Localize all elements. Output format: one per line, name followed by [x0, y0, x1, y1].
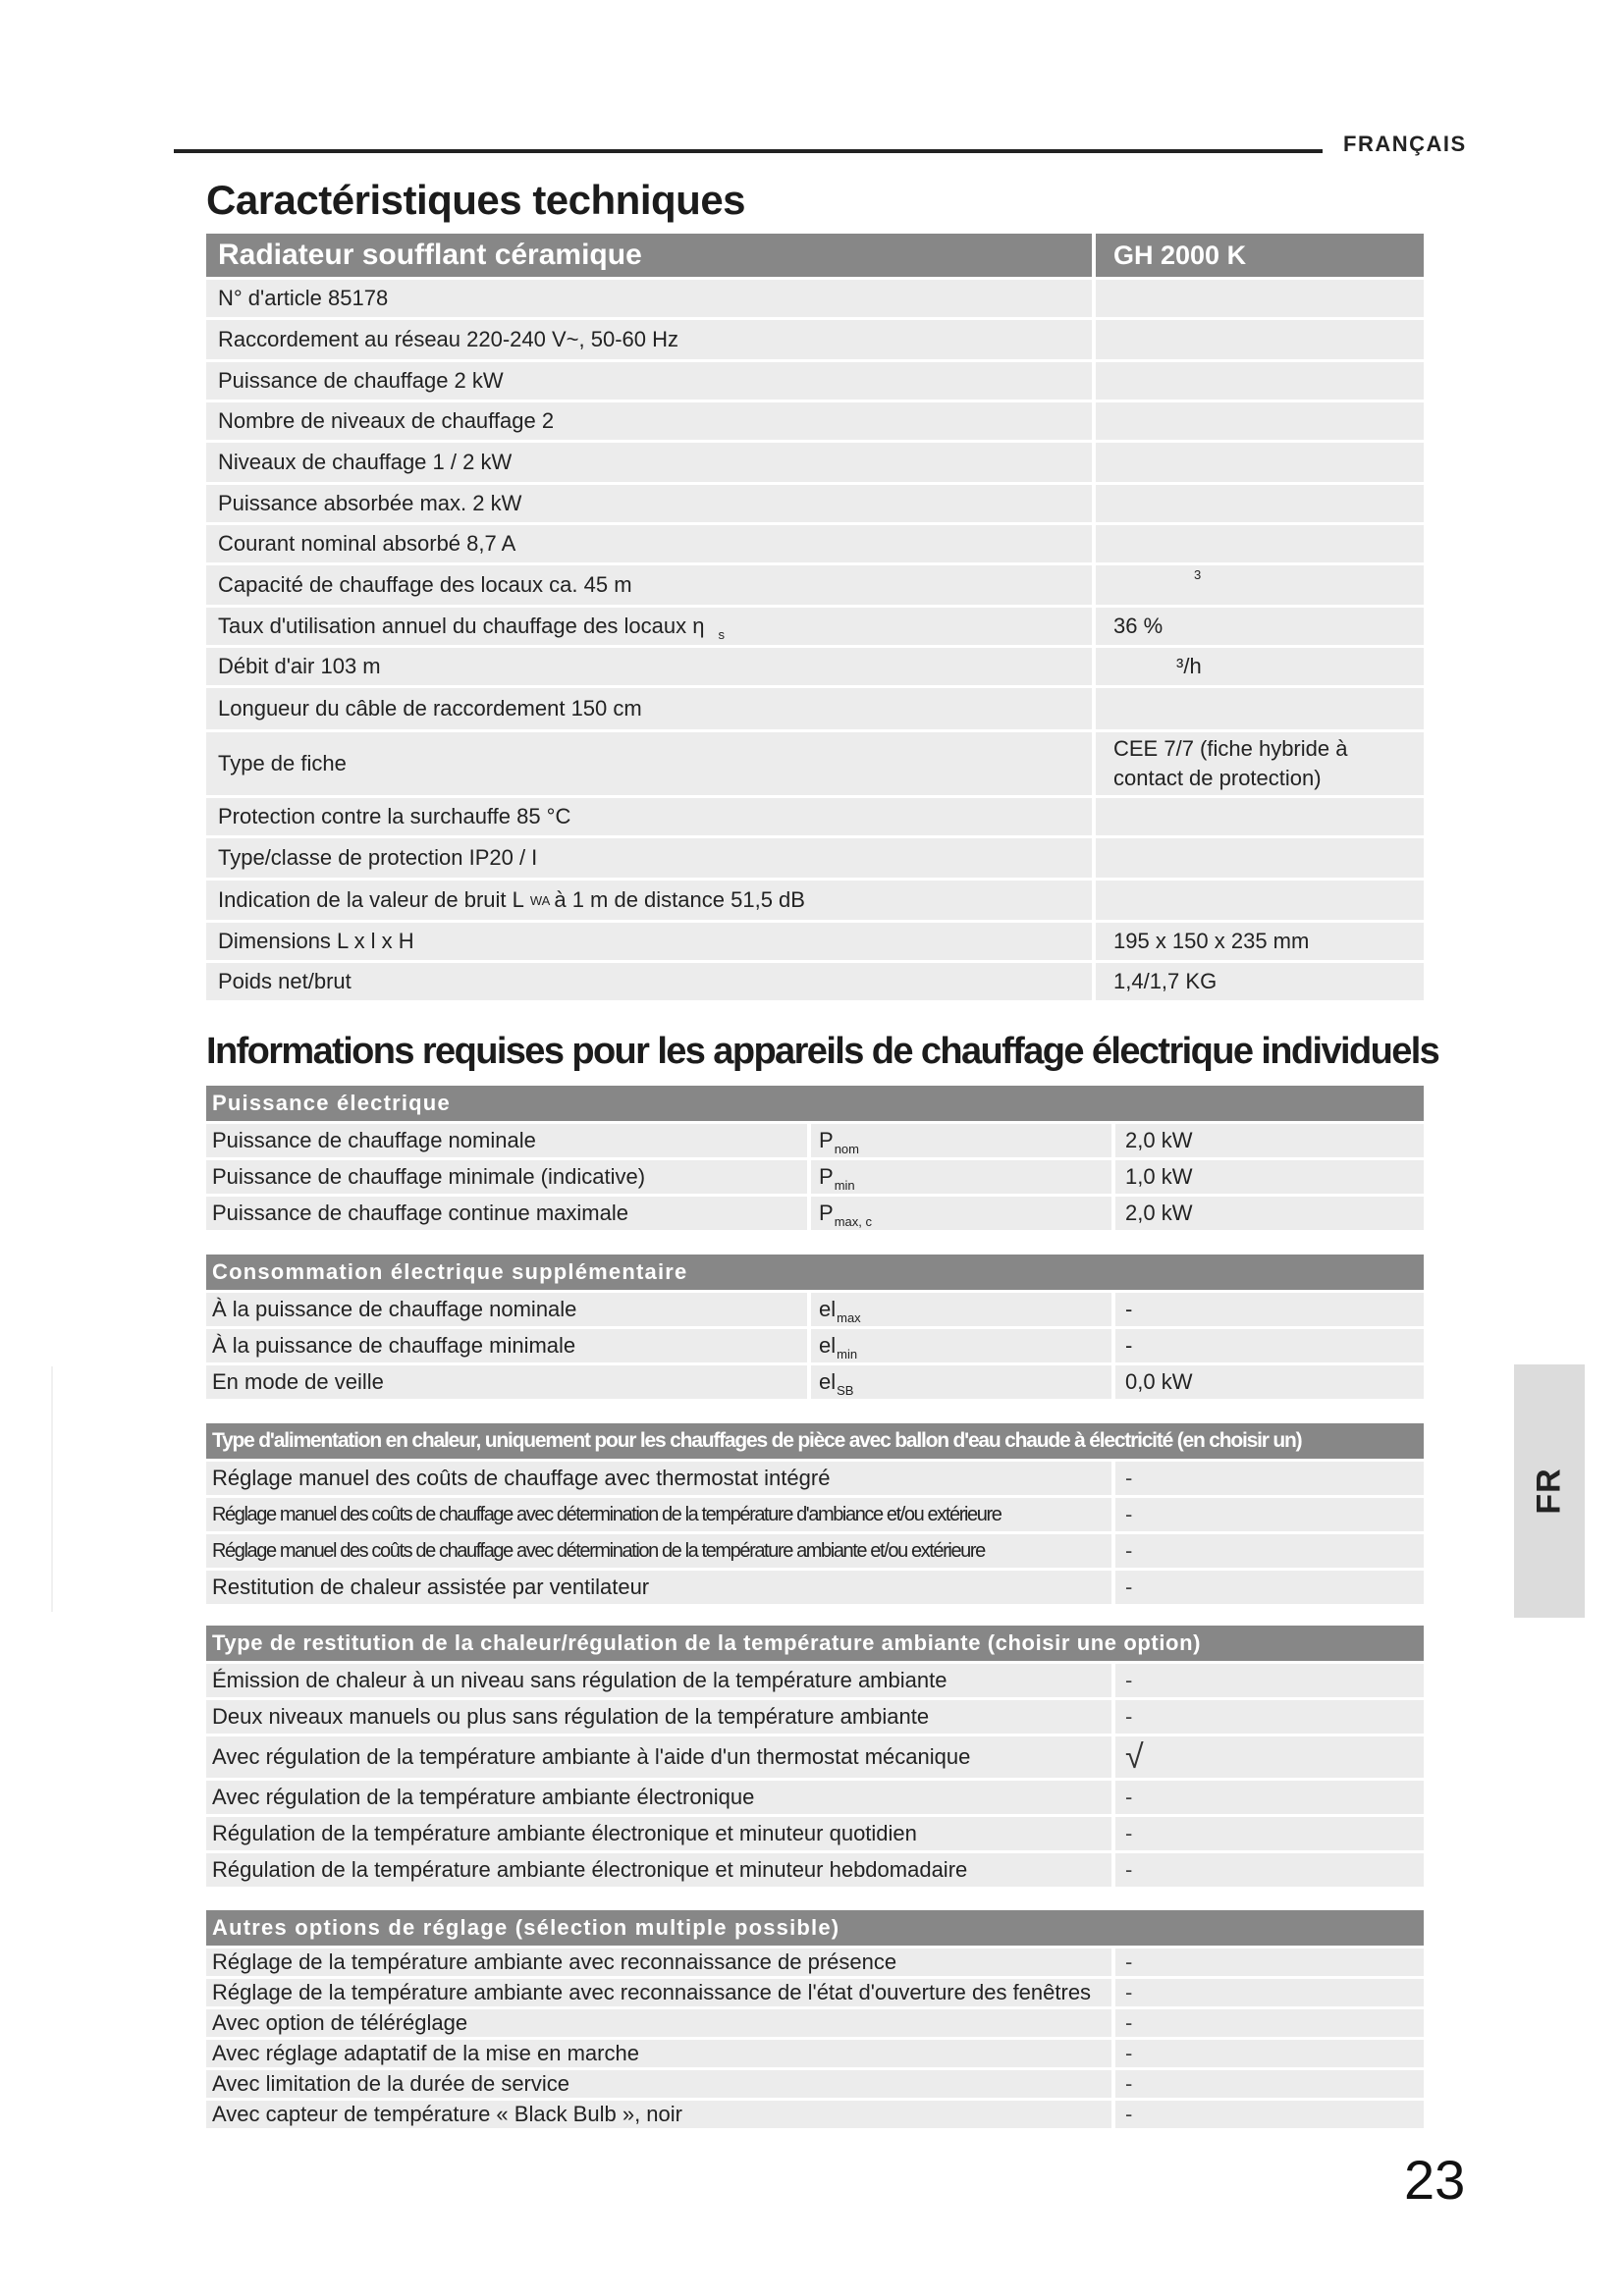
table-row: Réglage manuel des coûts de chauffage avec détermination de la température d'ambiance et/ou extérieure - [206, 1498, 1424, 1531]
table-row: Puissance de chauffage minimale (indicative) P min 1,0 kW [206, 1160, 1424, 1194]
consumption-header: Consommation électrique supplémentaire [206, 1255, 1424, 1290]
table-row: Poids net/brut 1,4/1,7 KG [206, 963, 1424, 1000]
table-row: Courant nominal absorbé 8,7 A [206, 525, 1424, 562]
table-row: Régulation de la température ambiante électronique et minuteur quotidien - [206, 1817, 1424, 1850]
table-row: Type de fiche CEE 7/7 (fiche hybride à contact de protection) [206, 732, 1424, 795]
tech-title: Caractéristiques techniques [206, 177, 746, 223]
header-rule [174, 149, 1323, 153]
heat-input-header: Type d'alimentation en chaleur, uniquement pour les chauffages de pièce avec ballon d'eau chaude à électricité (en choisir un) [206, 1423, 1424, 1459]
table-row: À la puissance de chauffage minimale el min - [206, 1329, 1424, 1362]
table-row: Puissance de chauffage nominale P nom 2,0 kW [206, 1124, 1424, 1157]
table-row: Réglage de la température ambiante avec reconnaissance de l'état d'ouverture des fenêtres - [206, 1979, 1424, 2006]
table-row: Puissance de chauffage continue maximale P max, c 2,0 kW [206, 1197, 1424, 1230]
table-row: Protection contre la surchauffe 85 °C [206, 798, 1424, 835]
table-row: Puissance de chauffage 2 kW [206, 362, 1424, 400]
table-row: Avec limitation de la durée de service - [206, 2070, 1424, 2098]
table-row: Avec option de téléréglage - [206, 2009, 1424, 2037]
table-row: Puissance absorbée max. 2 kW [206, 485, 1424, 522]
other-options-header: Autres options de réglage (sélection multiple possible) [206, 1910, 1424, 1946]
table-row: Niveaux de chauffage 1 / 2 kW [206, 443, 1424, 482]
power-header: Puissance électrique [206, 1086, 1424, 1121]
table-row: Avec régulation de la température ambiante à l'aide d'un thermostat mécanique √ [206, 1736, 1424, 1778]
table-row: Réglage manuel des coûts de chauffage avec thermostat intégré - [206, 1462, 1424, 1495]
table-row: Régulation de la température ambiante électronique et minuteur hebdomadaire - [206, 1853, 1424, 1887]
table-row: Longueur du câble de raccordement 150 cm [206, 688, 1424, 729]
page-number: 23 [1404, 2149, 1466, 2211]
tech-header-product: Radiateur soufflant céramique [218, 239, 642, 271]
table-row: Deux niveaux manuels ou plus sans régulation de la température ambiante - [206, 1700, 1424, 1734]
table-row: Réglage de la température ambiante avec reconnaissance de présence - [206, 1949, 1424, 1976]
table-row: Avec régulation de la température ambiante électronique - [206, 1781, 1424, 1814]
table-row: Réglage manuel des coûts de chauffage avec détermination de la température ambiante et/ou extérieure - [206, 1534, 1424, 1568]
table-row: Type/classe de protection IP20 / I [206, 838, 1424, 878]
table-row: Débit d'air 103 m ³/h [206, 648, 1424, 685]
table-row: Capacité de chauffage des locaux ca. 45 m 3 [206, 565, 1424, 605]
heat-input-table [206, 1423, 1424, 1604]
table-row: Avec capteur de température « Black Bulb », noir - [206, 2101, 1424, 2128]
table-row: Émission de chaleur à un niveau sans régulation de la température ambiante - [206, 1664, 1424, 1697]
table-row: Dimensions L x l x H 195 x 150 x 235 mm [206, 923, 1424, 960]
table-row: Restitution de chaleur assistée par ventilateur - [206, 1571, 1424, 1604]
table-row: Avec réglage adaptatif de la mise en marche - [206, 2040, 1424, 2067]
table-row: N° d'article 85178 [206, 280, 1424, 317]
tech-table [206, 234, 1424, 1000]
power-table [206, 1086, 1424, 1230]
check-icon: √ [1111, 1736, 1424, 1778]
output-table [206, 1626, 1424, 1887]
language-label: FRANÇAIS [1343, 132, 1467, 156]
consumption-table [206, 1255, 1424, 1399]
table-row: Nombre de niveaux de chauffage 2 [206, 402, 1424, 440]
table-row: En mode de veille el SB 0,0 kW [206, 1365, 1424, 1399]
table-row: Indication de la valeur de bruit L WA à 1 m de distance 51,5 dB [206, 881, 1424, 920]
margin-mark [51, 1366, 53, 1612]
tech-header-row [206, 234, 1424, 277]
language-side-tab: FR [1514, 1364, 1585, 1618]
table-row: Taux d'utilisation annuel du chauffage des locaux η s 36 % [206, 608, 1424, 645]
output-header: Type de restitution de la chaleur/régulation de la température ambiante (choisir une option) [206, 1626, 1424, 1661]
required-title: Informations requises pour les appareils de chauffage électrique individuels [206, 1031, 1439, 1072]
tech-header-model: GH 2000 K [1092, 234, 1424, 277]
table-row: À la puissance de chauffage nominale el max - [206, 1293, 1424, 1326]
table-row: Raccordement au réseau 220-240 V~, 50-60 Hz [206, 320, 1424, 359]
other-options-table [206, 1910, 1424, 2128]
